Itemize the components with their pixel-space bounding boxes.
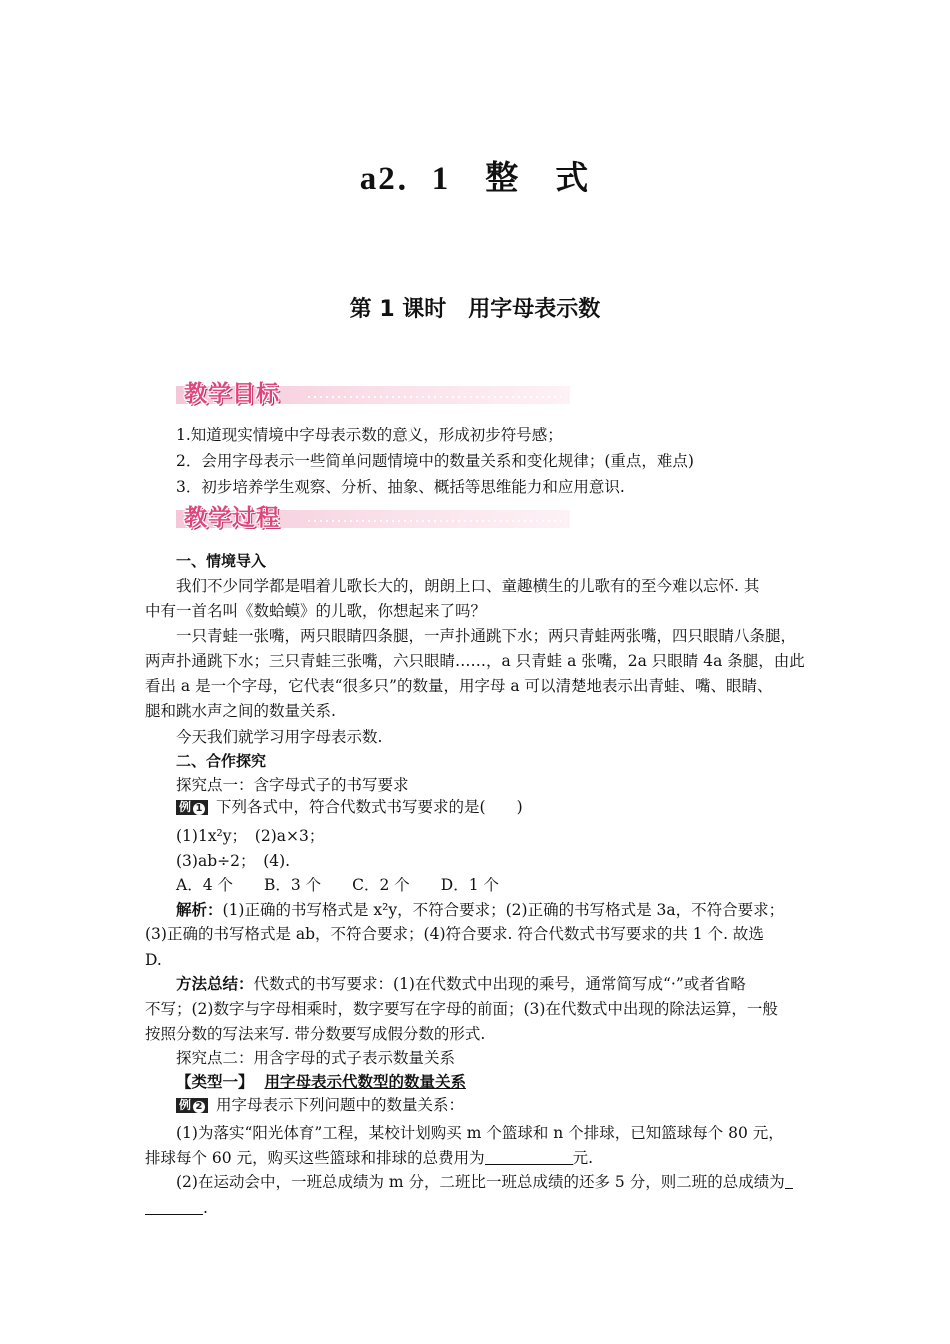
method-line: 不写；(2)数字与字母相乘时，数字要写在字母的前面；(3)在代数式中出现的除法运算，一般: [145, 1000, 778, 1018]
example-question: 用字母表示下列问题中的数量关系：: [216, 1096, 465, 1114]
process-banner-label: 教学过程: [184, 505, 280, 531]
example-badge: 例 1: [176, 800, 208, 815]
process-banner: [176, 496, 570, 538]
example-badge: 例 2: [176, 1098, 208, 1113]
goals-banner: [176, 372, 570, 414]
method-line: 按照分数的写法来写. 带分数要写成假分数的形式.: [145, 1025, 486, 1043]
example-line: .: [145, 1196, 208, 1220]
goal-item: 2．会用字母表示一些简单问题情境中的数量关系和变化规律；(重点，难点): [176, 452, 694, 470]
example-line: (2)在运动会中，一班总成绩为 m 分，二班比一班总成绩的还多 5 分，则二班的总成绩为: [176, 1170, 793, 1194]
section-heading: 二、合作探究: [176, 752, 267, 770]
example-line: (1)为落实“阳光体育”工程，某校计划购买 m 个篮球和 n 个排球，已知篮球每个 80 元，: [176, 1124, 784, 1142]
banner-dots: [306, 520, 561, 522]
method-label: 方法总结：: [176, 975, 254, 993]
type-title: 用字母表示代数型的数量关系: [264, 1073, 466, 1091]
type-heading: [176, 1070, 466, 1094]
example-item: (1)1x²y； (2)a×3；: [176, 827, 325, 845]
paragraph-line: 中有一首名叫《数蛤蟆》的儿歌，你想起来了吗？: [145, 602, 487, 620]
example-item: (3)ab÷2； (4).: [176, 852, 291, 870]
example-2: [176, 1093, 464, 1117]
paragraph-line: 我们不少同学都是唱着儿歌长大的，朗朗上口、童趣横生的儿歌有的至今难以忘怀. 其: [176, 577, 760, 595]
analysis-line: (3)正确的书写格式是 ab，不符合要求；(4)符合要求. 符合代数式书写要求的共 1 个. 故选: [145, 925, 764, 943]
goal-item: 1.知道现实情境中字母表示数的意义，形成初步符号感；: [176, 426, 563, 444]
paragraph-line: 今天我们就学习用字母表示数.: [176, 728, 383, 746]
paragraph-line: 腿和跳水声之间的数量关系.: [145, 702, 336, 720]
example-line: 排球每个 60 元，购买这些篮球和排球的总费用为 元.: [145, 1149, 594, 1167]
analysis-line: 解析：(1)正确的书写格式是 x²y，不符合要求；(2)正确的书写格式是 3a，不符合要求；: [176, 901, 785, 919]
explore-point: 探究点一：含字母式子的书写要求: [176, 776, 409, 794]
goal-item: 3．初步培养学生观察、分析、抽象、概括等思维能力和应用意识.: [176, 478, 625, 496]
page-title: a2．1 整 式: [359, 161, 591, 197]
analysis-label: 解析：: [176, 901, 223, 919]
explore-point: 探究点二：用含字母的式子表示数量关系: [176, 1049, 456, 1067]
answer-blank[interactable]: [485, 1164, 573, 1165]
example-question: 下列各式中，符合代数式书写要求的是( ): [216, 798, 523, 816]
method-line: 方法总结：代数式的书写要求：(1)在代数式中出现的乘号，通常简写成“·”或者省略: [176, 975, 746, 993]
lesson-subtitle: 第 1 课时 用字母表示数: [349, 297, 601, 322]
type-label: 【类型一】: [176, 1073, 254, 1091]
goals-banner-label: 教学目标: [184, 381, 280, 407]
analysis-line: D.: [145, 951, 162, 969]
paragraph-line: 两声扑通跳下水；三只青蛙三张嘴，六只眼睛……，a 只青蛙 a 张嘴，2a 只眼睛 4a 条腿，由此: [145, 652, 805, 670]
paragraph-line: 一只青蛙一张嘴，两只眼睛四条腿，一声扑通跳下水；两只青蛙两张嘴，四只眼睛八条腿，: [176, 627, 797, 645]
section-heading: 一、情境导入: [176, 552, 267, 570]
example-1: [176, 795, 523, 819]
answer-blank[interactable]: [785, 1188, 793, 1189]
answer-blank[interactable]: [145, 1214, 203, 1215]
banner-dots: [306, 396, 561, 398]
paragraph-line: 看出 a 是一个字母，它代表“很多只”的数量，用字母 a 可以清楚地表示出青蛙、嘴、眼睛、: [145, 677, 773, 695]
example-options: A．4 个 B．3 个 C．2 个 D．1 个: [176, 876, 500, 894]
